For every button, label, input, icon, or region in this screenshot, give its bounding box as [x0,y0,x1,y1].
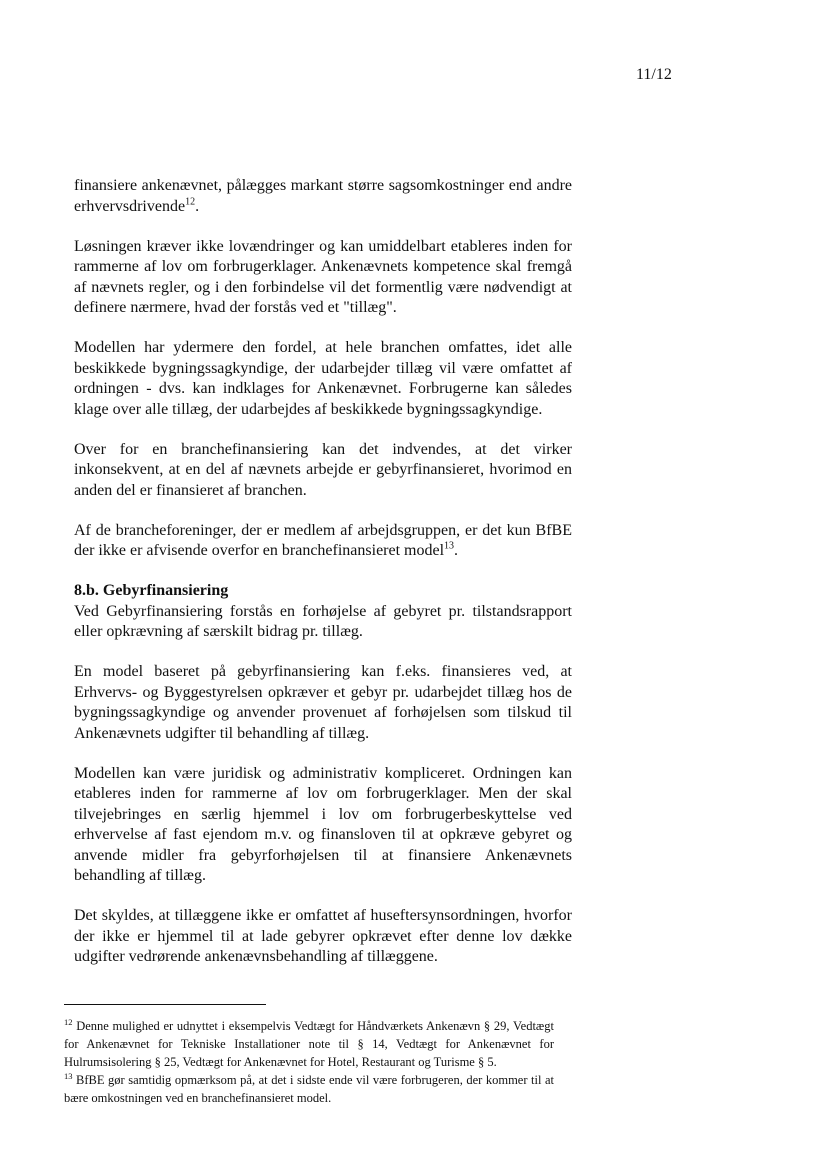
paragraph: Løsningen kræver ikke lovændringer og kan umiddelbart etableres inden for rammerne af lov om forbrugerklager. Ankenævnets kompetence skal fremgå af nævnets regler, og i den forbindelse vil det formentlig være nødvendigt at definere nærmere, hvad der forstås ved et "tillæg". [74,237,572,316]
footnote: $^{12}$ Denne mulighed er udnyttet i eksempelvis Vedtægt for Håndværkets Ankenævn § 29, Vedtægt for Ankenævnet for Tekniske Installationer note til § 14, Vedtægt for Ankenævnet for Hulrumsisolering § 25, Vedtægt for Ankenævnet for Hotel, Restaurant og Turisme § 5. [64,1016,554,1069]
section-heading: 8.b. Gebyrfinansiering [74,582,229,599]
footnote-divider [64,1004,266,1005]
footnotes [64,1017,554,1107]
paragraph: Modellen har ydermere den fordel, at hele branchen omfattes, idet alle beskikkede bygningssagkyndige, der udarbejder tillæg vil være omfattet af ordningen - dvs. kan indklages for Ankenævnet. Forbrugerne kan således klage over alle tillæg, der udarbejdes af beskikkede bygningssagkyndige. [74,339,572,418]
footnote: $^{13}$ BfBE gør samtidig opmærksom på, at det i sidste ende vil være forbrugeren, der kommer til at bære omkostningen ved en branchefinansieret model. [64,1070,555,1105]
paragraph: Over for en branchefinansiering kan det indvendes, at det virker inkonsekvent, at en del af nævnets arbejde er gebyrfinansieret, hvorimod en anden del er finansieret af branchen. [74,440,572,499]
page-number: 11/12 [636,66,672,83]
footnote-ref: 12 [185,196,196,208]
paragraph: finansiere ankenævnet, pålægges markant større sagsomkostninger end andre erhvervsdrivende$^{12}$. [74,177,572,215]
paragraph: En model baseret på gebyrfinansiering kan f.eks. finansieres ved, at Erhvervs- og Byggestyrelsen opkræver et gebyr pr. udarbejdet tillæg hos de bygningssagkyndige og anvender provenuet af forhøjelsen som tilskud til Ankenævnets udgifter til behandling af tillæg. [74,663,572,742]
paragraph: Ved Gebyrfinansiering forstås en forhøjelse af gebyret pr. tilstandsrapport eller opkrævning af særskilt bidrag pr. tillæg. [74,602,572,640]
footnote-number: 13 [64,1070,73,1081]
footnote-number: 12 [64,1016,73,1027]
footnote-ref: 13 [444,540,455,552]
paragraph: Af de brancheforeninger, der er medlem af arbejdsgruppen, er det kun BfBE der ikke er afvisende overfor en branchefinansieret model$^{13}$. [74,521,572,559]
paragraph: Det skyldes, at tillæggene ikke er omfattet af huseftersynsordningen, hvorfor der ikke er hjemmel til at lade gebyrer opkrævet efter denne lov dække udgifter vedrørende ankenævnsbehandling af tillæggene. [74,907,572,965]
paragraph: Modellen kan være juridisk og administrativ kompliceret. Ordningen kan etableres inden for rammerne af lov om forbrugerklager. Men der skal tilvejebringes en særlig hjemmel i lov om forbrugerbeskyttelse ved erhvervelse af fast ejendom m.v. og finansloven til at opkræve gebyret og anvende midler fra gebyrforhøjelsen til at finansiere Ankenævnets behandling af tillæg. [74,764,572,884]
body-text [74,176,572,987]
